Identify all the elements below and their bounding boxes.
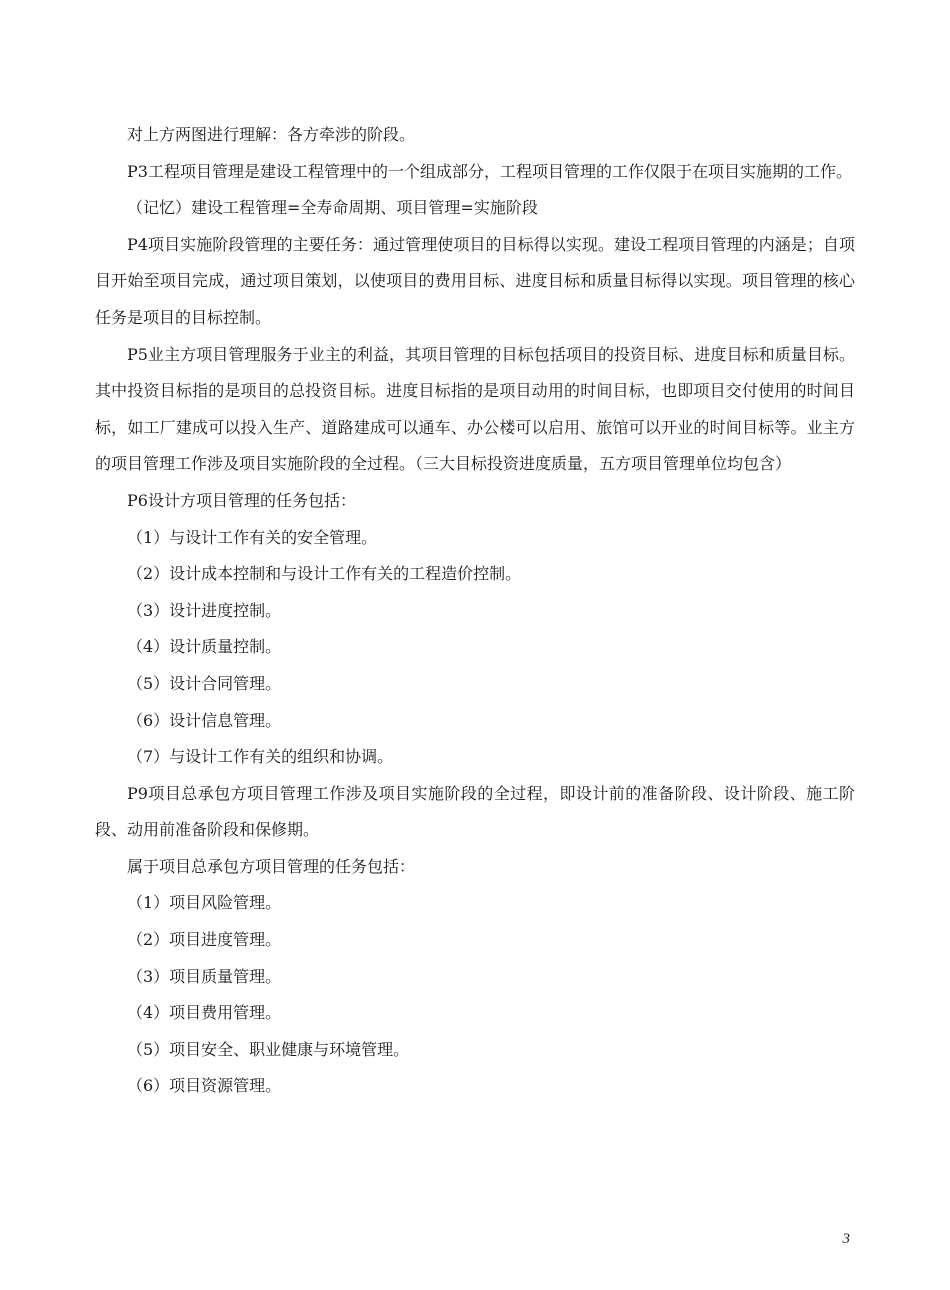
list-item: （5）设计合同管理。 xyxy=(127,673,282,693)
document-page xyxy=(95,117,855,1105)
list-item: （6）项目资源管理。 xyxy=(127,1076,282,1096)
list-item: （1）项目风险管理。 xyxy=(127,893,282,913)
paragraph-contractor-heading: 属于项目总承包方项目管理的任务包括： xyxy=(127,856,416,876)
paragraph-memory-note: （记忆）建设工程管理=全寿命周期、项目管理=实施阶段 xyxy=(127,198,538,218)
list-item: （3）项目质量管理。 xyxy=(127,966,282,986)
list-item: （2）设计成本控制和与设计工作有关的工程造价控制。 xyxy=(127,564,522,584)
page-number: 3 xyxy=(842,1231,850,1247)
list-item: （1）与设计工作有关的安全管理。 xyxy=(127,527,378,547)
list-item: （7）与设计工作有关的组织和协调。 xyxy=(127,747,394,767)
paragraph-p5: P5业主方项目管理服务于业主的利益，其项目管理的目标包括项目的投资目标、进度目标和质量目标。其中投资目标指的是项目的总投资目标。进度目标指的是项目动用的时间目标，也即项目交付使用的时间目标，如工厂建成可以投入生产、道路建成可以通车、办公楼可以启用、旅馆可以开业的时间目标等。业主方的项目管理工作涉及项目实施阶段的全过程。（三大目标投资进度质量，五方项目管理单位均包含） xyxy=(95,344,855,474)
list-item: （5）项目安全、职业健康与环境管理。 xyxy=(127,1039,410,1059)
paragraph-p3: P3工程项目管理是建设工程管理中的一个组成部分，工程项目管理的工作仅限于在项目实施期的工作。 xyxy=(127,161,852,181)
paragraph-p9: P9项目总承包方项目管理工作涉及项目实施阶段的全过程，即设计前的准备阶段、设计阶段、施工阶段、动用前准备阶段和保修期。 xyxy=(95,783,855,840)
paragraph-stage-understanding: 对上方两图进行理解：各方牵涉的阶段。 xyxy=(127,125,416,144)
design-task-list xyxy=(95,520,855,776)
list-item: （2）项目进度管理。 xyxy=(127,930,282,950)
contractor-task-list xyxy=(95,885,855,1105)
list-item: （4）项目费用管理。 xyxy=(127,1003,282,1023)
paragraph-p6-heading: P6设计方项目管理的任务包括： xyxy=(127,490,356,510)
list-item: （6）设计信息管理。 xyxy=(127,710,282,730)
list-item: （4）设计质量控制。 xyxy=(127,637,282,657)
list-item: （3）设计进度控制。 xyxy=(127,600,282,620)
paragraph-p4: P4项目实施阶段管理的主要任务：通过管理使项目的目标得以实现。建设工程项目管理的内涵是；自项目开始至项目完成，通过项目策划，以使项目的费用目标、进度目标和质量目标得以实现。项目管理的核心任务是项目的目标控制。 xyxy=(95,234,855,327)
